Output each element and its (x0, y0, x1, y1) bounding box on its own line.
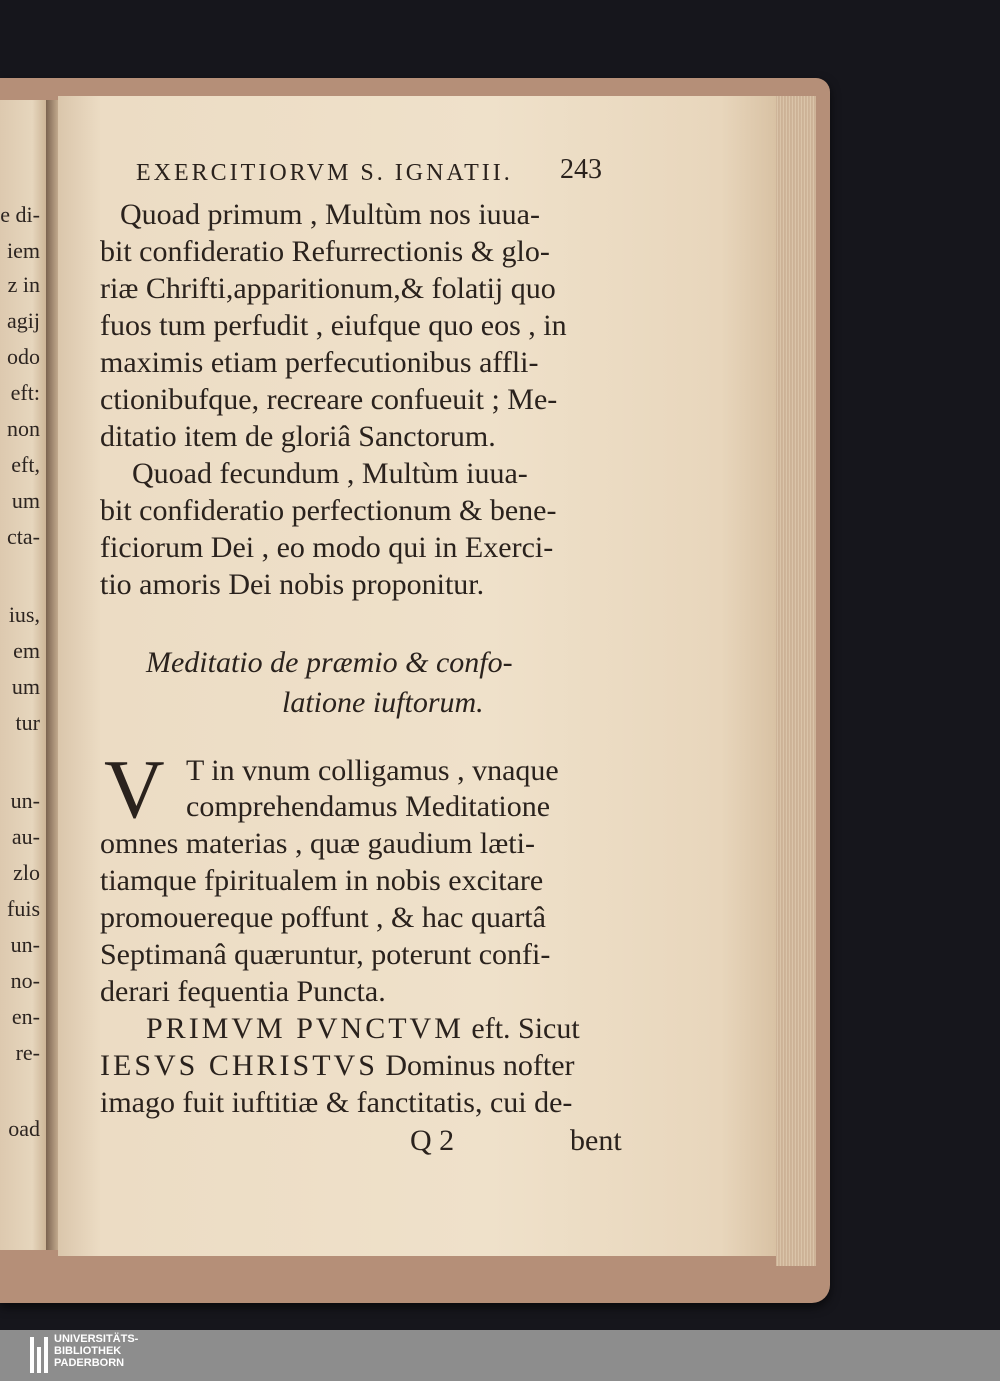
library-logo-icon (30, 1337, 48, 1373)
text-line: T in vnum colligamus , vnaque (186, 754, 559, 787)
text-run: Dominus nofter (385, 1049, 575, 1082)
left-fragment: z in (7, 272, 40, 297)
text-line: riæ Chrifti,apparitionum,& folatij quo (100, 272, 556, 305)
section-heading: latione iuftorum. (282, 686, 484, 719)
left-fragment: zlo (13, 860, 40, 885)
running-title: EXERCITIORVM S. IGNATII. (136, 160, 513, 186)
left-page-edge (0, 100, 46, 1250)
text-line: ditatio item de gloriâ Sanctorum. (100, 420, 496, 453)
viewer-footer (0, 1330, 1000, 1381)
text-line: bit confideratio perfectionum & bene- (100, 494, 557, 527)
page-edges (776, 96, 816, 1266)
library-logo-text (54, 1333, 138, 1369)
text-line: tio amoris Dei nobis proponitur. (100, 568, 485, 601)
small-caps-run: PRIMVM PVNCTVM (146, 1012, 464, 1045)
text-line: omnes materias , quæ gaudium læti- (100, 827, 535, 860)
left-fragment: e di- (0, 202, 40, 227)
left-fragment: non (7, 416, 40, 441)
left-fragment: cta- (7, 524, 40, 549)
text-line (146, 1012, 580, 1046)
left-fragment: fuis (7, 896, 40, 921)
small-caps-run: IESVS CHRISTVS (100, 1049, 378, 1082)
text-line: maximis etiam perfecutionibus affli- (100, 346, 539, 379)
left-fragment: um (11, 488, 40, 513)
text-line: promouereque poffunt , & hac quartâ (100, 901, 546, 934)
left-fragment: ius, (8, 602, 40, 627)
left-fragment: iem (7, 238, 40, 263)
text-line: tiamque fpiritualem in nobis excitare (100, 864, 544, 897)
logo-line: BIBLIOTHEK (54, 1345, 122, 1357)
left-fragment: odo (7, 344, 40, 369)
text-line: imago fuit iuftitiæ & fanctitatis, cui de- (100, 1086, 573, 1119)
left-fragment: agij (7, 308, 40, 333)
drop-cap: V (104, 743, 165, 836)
text-line (100, 1049, 575, 1083)
catchword: bent (570, 1124, 622, 1157)
text-line: bit confideratio Refurrectionis & glo- (100, 235, 550, 268)
left-fragment: au- (11, 824, 40, 849)
text-line: fuos tum perfudit , eiufque quo eos , in (100, 309, 567, 342)
text-line: derari fequentia Puncta. (100, 975, 386, 1008)
text-line: Quoad primum , Multùm nos iuua- (120, 198, 540, 231)
text-run: eft. Sicut (471, 1012, 580, 1045)
left-fragment: en- (11, 1004, 40, 1029)
text-line: Quoad fecundum , Multùm iuua- (132, 457, 528, 490)
text-line: Septimanâ quæruntur, poterunt confi- (100, 938, 551, 971)
left-fragment: re- (15, 1040, 40, 1065)
page-number: 243 (560, 154, 602, 185)
text-line: ctionibufque, recreare confueuit ; Me- (100, 383, 558, 416)
left-fragment: oad (8, 1116, 40, 1141)
signature-mark: Q 2 (410, 1124, 455, 1157)
left-fragment: eft: (10, 380, 40, 405)
left-fragment: no- (10, 968, 40, 993)
logo-line: PADERBORN (54, 1357, 125, 1369)
logo-line: UNIVERSITÄTS- (54, 1333, 139, 1345)
left-fragment: un- (10, 932, 40, 957)
section-heading: Meditatio de præmio & confo- (146, 646, 513, 679)
left-fragment: um (11, 674, 40, 699)
left-fragment: tur (15, 710, 40, 735)
left-fragment: eft, (11, 452, 40, 477)
left-fragment: un- (10, 788, 40, 813)
left-fragment: em (13, 638, 40, 663)
text-line: comprehendamus Meditatione (186, 790, 551, 823)
text-line: ficiorum Dei , eo modo qui in Exerci- (100, 531, 554, 564)
